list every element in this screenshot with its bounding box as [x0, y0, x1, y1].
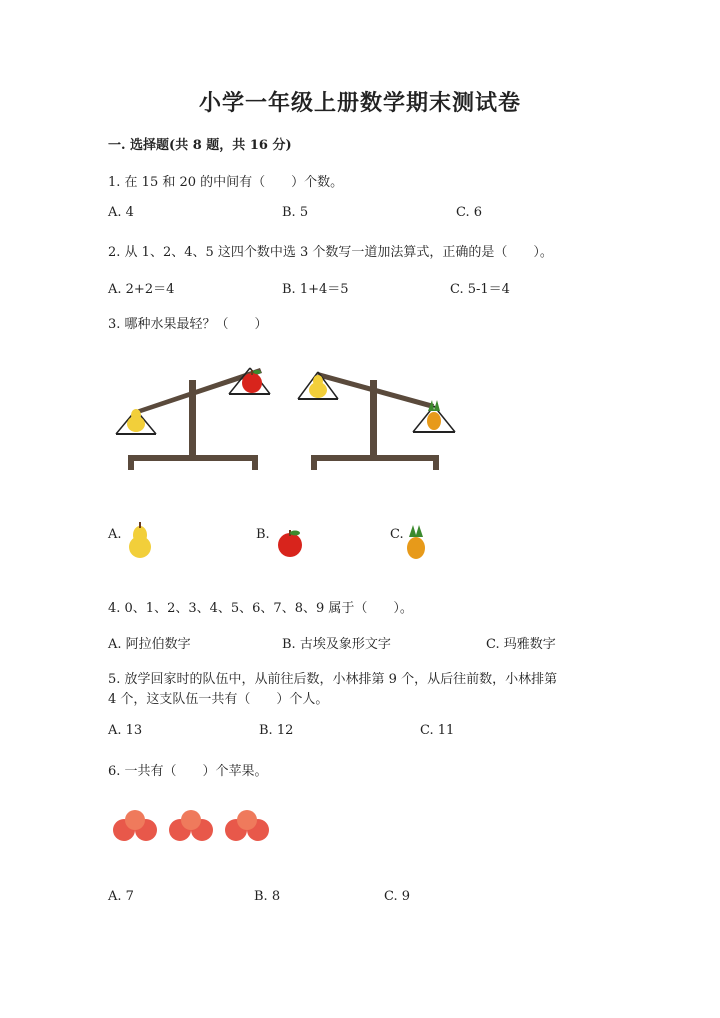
q1-option-b[interactable]: B. 5	[282, 205, 309, 220]
question-4: 4. 0、1、2、3、4、5、6、7、8、9 属于（ ）。	[108, 601, 413, 616]
q2-option-a[interactable]: A. 2+2＝4	[108, 282, 175, 297]
q1-option-a[interactable]: A. 4	[108, 205, 134, 220]
q6-option-a[interactable]: A. 7	[108, 889, 134, 904]
q6-option-c[interactable]: C. 9	[384, 889, 411, 904]
pear-icon	[126, 520, 156, 560]
question-3: 3. 哪种水果最轻？（ ）	[108, 317, 268, 332]
apple-group-1	[113, 810, 157, 841]
q3-option-b[interactable]: B.	[256, 527, 270, 542]
section-heading: 一. 选择题(共 8 题，共 16 分)	[108, 138, 292, 153]
q2-option-c[interactable]: C. 5-1＝4	[450, 282, 510, 297]
apples-illustration	[108, 808, 278, 850]
q4-option-b[interactable]: B. 古埃及象形文字	[282, 637, 391, 652]
question-2: 2. 从 1、2、4、5 这四个数中选 3 个数写一道加法算式，正确的是（ ）。	[108, 245, 553, 260]
question-6: 6. 一共有（ ）个苹果。	[108, 764, 268, 779]
q4-option-a[interactable]: A. 阿拉伯数字	[108, 637, 191, 652]
q6-option-b[interactable]: B. 8	[254, 889, 281, 904]
q5-option-a[interactable]: A. 13	[108, 723, 143, 738]
pineapple-icon	[404, 524, 428, 560]
question-5-line-1: 5. 放学回家时的队伍中，从前往后数，小林排第 9 个，从后往前数，小林排第	[108, 672, 558, 687]
page-title: 小学一年级上册数学期末测试卷	[198, 90, 521, 116]
apple-group-3	[225, 810, 269, 841]
q1-option-c[interactable]: C. 6	[456, 205, 483, 220]
question-5-line-2: 4 个，这支队伍一共有（ ）个人。	[108, 692, 329, 707]
q3-option-a[interactable]: A.	[108, 527, 122, 542]
apple-group-2	[169, 810, 213, 841]
right-balance-scale	[298, 372, 455, 470]
q5-option-b[interactable]: B. 12	[259, 723, 294, 738]
q3-option-c[interactable]: C.	[390, 527, 404, 542]
q2-option-b[interactable]: B. 1+4＝5	[282, 282, 349, 297]
q5-option-c[interactable]: C. 11	[420, 723, 455, 738]
q4-option-c[interactable]: C. 玛雅数字	[486, 637, 556, 652]
apple-icon	[276, 528, 306, 560]
question-1: 1. 在 15 和 20 的中间有（ ）个数。	[108, 175, 344, 190]
left-balance-scale	[116, 368, 270, 470]
